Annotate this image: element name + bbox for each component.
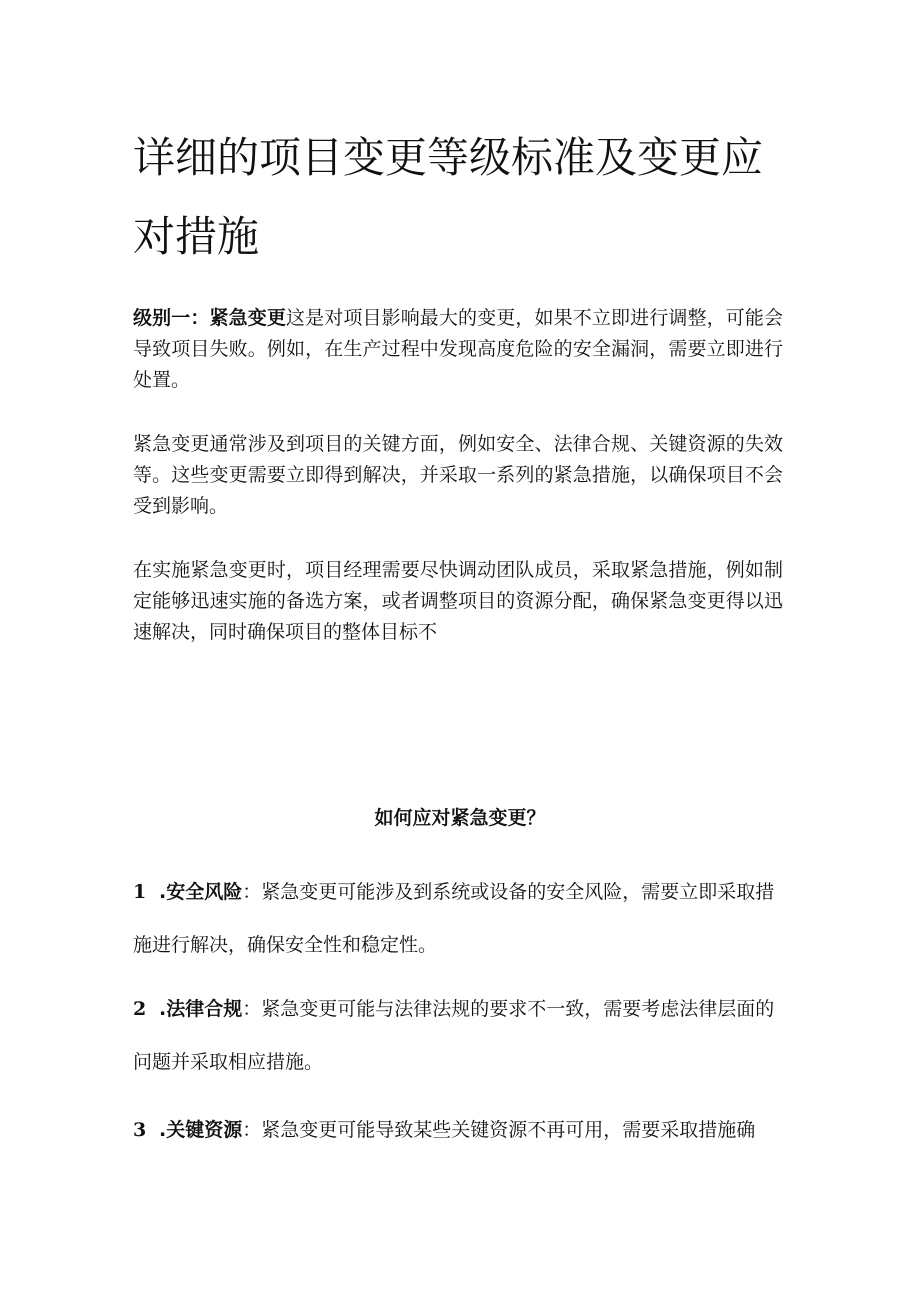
- list-item-text: ：紧急变更可能与法律法规的要求不一致，需要考虑法律层面的问题并采取相应措施。: [133, 998, 775, 1073]
- paragraph-emergency-change-implementation: [133, 555, 783, 648]
- list-item-text: ：紧急变更可能涉及到系统或设备的安全风险，需要立即采取措施进行解决，确保安全性和稳定性。: [133, 881, 775, 956]
- paragraph-emergency-change-scope: [133, 429, 783, 522]
- section-heading-handle-emergency: 如何应对紧急变更？: [374, 807, 546, 829]
- paragraph-lead-level-one: 级别一：紧急变更: [133, 307, 286, 329]
- list-item-legal-compliance: [133, 983, 793, 1089]
- list-item-number: 2: [133, 998, 147, 1020]
- list-item-key-resources: [133, 1104, 793, 1157]
- paragraph-body: 在实施紧急变更时，项目经理需要尽快调动团队成员，采取紧急措施，例如制定能够迅速实施的备选方案，或者调整项目的资源分配，确保紧急变更得以迅速解决，同时确保项目的整体目标不: [133, 559, 783, 643]
- list-item-number: 3: [133, 1119, 147, 1141]
- paragraph-body: 这是对项目影响最大的变更，如果不立即进行调整，可能会导致项目失败。例如，在生产过程中发现高度危险的安全漏洞，需要立即进行处置。: [133, 307, 783, 391]
- document-title: 详细的项目变更等级标准及变更应对措施: [133, 133, 764, 261]
- paragraph-emergency-change-definition: [133, 303, 783, 396]
- list-item-term: .法律合规: [159, 998, 243, 1020]
- list-item-text: ：紧急变更可能导致某些关键资源不再可用，需要采取措施确: [242, 1119, 756, 1141]
- list-item-number: 1: [133, 881, 147, 903]
- paragraph-body: 紧急变更通常涉及到项目的关键方面，例如安全、法律合规、关键资源的失效等。这些变更需要立即得到解决，并采取一系列的紧急措施，以确保项目不会受到影响。: [133, 433, 783, 517]
- list-item-term: .关键资源: [159, 1119, 243, 1141]
- list-item-safety-risk: [133, 866, 793, 972]
- list-item-term: .安全风险: [159, 881, 243, 903]
